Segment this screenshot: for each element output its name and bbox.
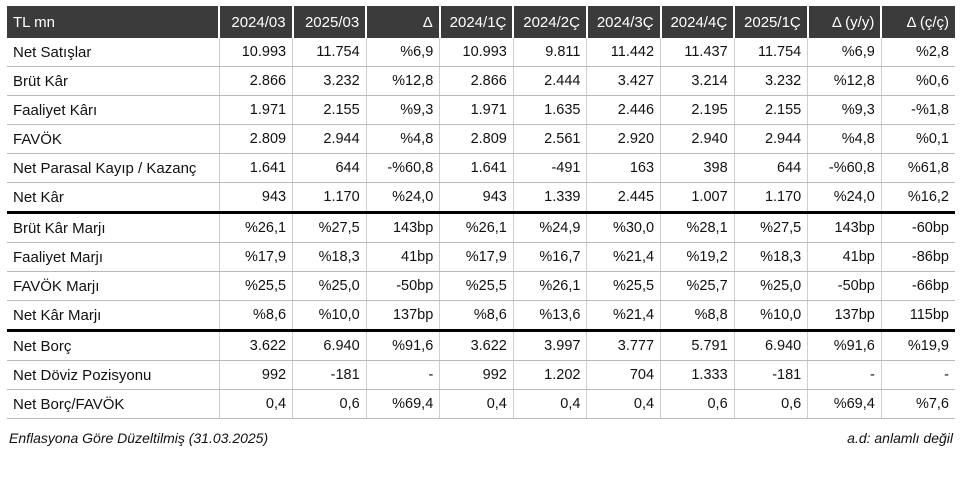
table-cell: 11.754 [293, 38, 367, 67]
table-cell: 2.940 [661, 125, 735, 154]
table-cell: %8,8 [661, 301, 735, 331]
table-cell: %8,6 [440, 301, 514, 331]
table-cell: %8,6 [219, 301, 293, 331]
table-cell: 0,4 [513, 390, 587, 419]
table-cell: %19,2 [661, 243, 735, 272]
table-cell: %6,9 [366, 38, 440, 67]
row-label: Net Döviz Pozisyonu [7, 361, 219, 390]
table-cell: 2.944 [734, 125, 808, 154]
header-row [7, 6, 955, 38]
table-cell: 2.195 [661, 96, 735, 125]
row-label: Faaliyet Marjı [7, 243, 219, 272]
table-cell: -491 [513, 154, 587, 183]
table-cell: 10.993 [219, 38, 293, 67]
row-label: Net Borç/FAVÖK [7, 390, 219, 419]
row-label: Brüt Kâr [7, 67, 219, 96]
table-cell: 3.997 [513, 331, 587, 361]
table-cell: 2.446 [587, 96, 661, 125]
table-cell: %12,8 [808, 67, 882, 96]
table-cell: 11.754 [734, 38, 808, 67]
table-cell: 2.445 [587, 183, 661, 213]
table-cell: -%60,8 [808, 154, 882, 183]
table-cell: 5.791 [661, 331, 735, 361]
table-cell: 41bp [808, 243, 882, 272]
financial-summary-table [7, 6, 955, 419]
table-cell: %61,8 [881, 154, 955, 183]
table-row [7, 272, 955, 301]
header-cell-delta: Δ [366, 6, 440, 38]
table-cell: %0,6 [881, 67, 955, 96]
header-cell-unit: TL mn [7, 6, 219, 38]
row-label: Faaliyet Kârı [7, 96, 219, 125]
table-cell: 644 [734, 154, 808, 183]
table-cell: 6.940 [734, 331, 808, 361]
row-label: Brüt Kâr Marjı [7, 213, 219, 243]
table-cell: %91,6 [808, 331, 882, 361]
table-cell: -66bp [881, 272, 955, 301]
table-cell: %28,1 [661, 213, 735, 243]
table-header [7, 6, 955, 38]
table-cell: -%60,8 [366, 154, 440, 183]
table-cell: %4,8 [366, 125, 440, 154]
table-cell: 143bp [366, 213, 440, 243]
table-cell: %25,5 [440, 272, 514, 301]
table-cell: 3.777 [587, 331, 661, 361]
table-row [7, 301, 955, 331]
table-row [7, 390, 955, 419]
table-cell: 1.339 [513, 183, 587, 213]
table-row [7, 213, 955, 243]
header-cell-delta-qoq: Δ (ç/ç) [881, 6, 955, 38]
table-row [7, 96, 955, 125]
table-cell: %21,4 [587, 243, 661, 272]
table-cell: 9.811 [513, 38, 587, 67]
table-cell: 0,4 [587, 390, 661, 419]
table-cell: %12,8 [366, 67, 440, 96]
table-cell: 0,6 [293, 390, 367, 419]
header-cell-2024-2q: 2024/2Ç [513, 6, 587, 38]
table-cell: 992 [440, 361, 514, 390]
row-label: FAVÖK Marjı [7, 272, 219, 301]
table-cell: 41bp [366, 243, 440, 272]
table-cell: %9,3 [366, 96, 440, 125]
table-cell: %24,9 [513, 213, 587, 243]
table-cell: %0,1 [881, 125, 955, 154]
table-cell: %69,4 [366, 390, 440, 419]
table-cell: -50bp [366, 272, 440, 301]
row-label: Net Satışlar [7, 38, 219, 67]
table-cell: 115bp [881, 301, 955, 331]
table-cell: %16,7 [513, 243, 587, 272]
table-cell: 6.940 [293, 331, 367, 361]
table-cell: 0,6 [661, 390, 735, 419]
financial-table-container [7, 6, 955, 419]
table-row [7, 243, 955, 272]
table-cell: 163 [587, 154, 661, 183]
row-label: Net Kâr [7, 183, 219, 213]
table-cell: %26,1 [513, 272, 587, 301]
table-cell: %30,0 [587, 213, 661, 243]
footnote-abbreviation: a.d: anlamlı değil [847, 430, 953, 446]
table-cell: 137bp [808, 301, 882, 331]
table-cell: 943 [440, 183, 514, 213]
table-cell: 10.993 [440, 38, 514, 67]
table-cell: 2.561 [513, 125, 587, 154]
table-cell: 3.214 [661, 67, 735, 96]
table-cell: 3.232 [734, 67, 808, 96]
table-cell: 143bp [808, 213, 882, 243]
table-cell: 992 [219, 361, 293, 390]
table-cell: %17,9 [440, 243, 514, 272]
table-cell: 2.809 [219, 125, 293, 154]
row-label: FAVÖK [7, 125, 219, 154]
header-cell-2025-03: 2025/03 [293, 6, 367, 38]
table-cell: 1.971 [219, 96, 293, 125]
table-row [7, 125, 955, 154]
table-cell: %25,0 [734, 272, 808, 301]
table-cell: 1.641 [440, 154, 514, 183]
table-cell: -181 [734, 361, 808, 390]
table-cell: %13,6 [513, 301, 587, 331]
row-label: Net Parasal Kayıp / Kazanç [7, 154, 219, 183]
table-cell: - [808, 361, 882, 390]
table-cell: -60bp [881, 213, 955, 243]
table-cell: %6,9 [808, 38, 882, 67]
table-cell: 1.170 [734, 183, 808, 213]
table-cell: 398 [661, 154, 735, 183]
table-cell: 1.170 [293, 183, 367, 213]
table-cell: - [366, 361, 440, 390]
table-cell: 943 [219, 183, 293, 213]
table-cell: %16,2 [881, 183, 955, 213]
table-cell: %27,5 [734, 213, 808, 243]
table-cell: %7,6 [881, 390, 955, 419]
table-cell: 1.635 [513, 96, 587, 125]
header-cell-delta-yoy: Δ (y/y) [808, 6, 882, 38]
table-cell: 644 [293, 154, 367, 183]
table-cell: - [881, 361, 955, 390]
table-cell: 0,4 [440, 390, 514, 419]
table-cell: 0,6 [734, 390, 808, 419]
table-cell: %25,0 [293, 272, 367, 301]
table-row [7, 331, 955, 361]
table-cell: 2.920 [587, 125, 661, 154]
header-cell-2024-03: 2024/03 [219, 6, 293, 38]
header-cell-2024-1q: 2024/1Ç [440, 6, 514, 38]
table-cell: 3.622 [440, 331, 514, 361]
table-cell: %25,5 [587, 272, 661, 301]
table-cell: %2,8 [881, 38, 955, 67]
table-cell: 2.866 [219, 67, 293, 96]
table-row [7, 183, 955, 213]
table-cell: %19,9 [881, 331, 955, 361]
table-cell: %17,9 [219, 243, 293, 272]
table-cell: %10,0 [293, 301, 367, 331]
table-cell: 137bp [366, 301, 440, 331]
table-cell: -%1,8 [881, 96, 955, 125]
table-cell: %26,1 [219, 213, 293, 243]
table-cell: 2.444 [513, 67, 587, 96]
table-cell: %9,3 [808, 96, 882, 125]
table-cell: %4,8 [808, 125, 882, 154]
table-cell: %18,3 [734, 243, 808, 272]
table-cell: 1.641 [219, 154, 293, 183]
table-cell: 1.007 [661, 183, 735, 213]
table-cell: -86bp [881, 243, 955, 272]
table-cell: %24,0 [366, 183, 440, 213]
table-cell: -181 [293, 361, 367, 390]
table-cell: 2.155 [293, 96, 367, 125]
table-cell: %25,7 [661, 272, 735, 301]
table-cell: %26,1 [440, 213, 514, 243]
table-cell: -50bp [808, 272, 882, 301]
table-cell: 2.809 [440, 125, 514, 154]
table-cell: %21,4 [587, 301, 661, 331]
table-cell: %18,3 [293, 243, 367, 272]
table-cell: %24,0 [808, 183, 882, 213]
table-cell: 1.202 [513, 361, 587, 390]
table-cell: 0,4 [219, 390, 293, 419]
table-row [7, 38, 955, 67]
table-cell: 11.442 [587, 38, 661, 67]
table-cell: 3.622 [219, 331, 293, 361]
table-cell: 1.333 [661, 361, 735, 390]
header-cell-2024-4q: 2024/4Ç [661, 6, 735, 38]
footnote-inflation-adjusted: Enflasyona Göre Düzeltilmiş (31.03.2025) [9, 430, 269, 446]
table-cell: 704 [587, 361, 661, 390]
table-body [7, 38, 955, 419]
row-label: Net Kâr Marjı [7, 301, 219, 331]
table-cell: 1.971 [440, 96, 514, 125]
table-row [7, 67, 955, 96]
table-cell: %69,4 [808, 390, 882, 419]
row-label: Net Borç [7, 331, 219, 361]
table-cell: %25,5 [219, 272, 293, 301]
table-cell: 3.427 [587, 67, 661, 96]
table-cell: 2.866 [440, 67, 514, 96]
table-cell: 3.232 [293, 67, 367, 96]
table-row [7, 154, 955, 183]
table-row [7, 361, 955, 390]
table-cell: %91,6 [366, 331, 440, 361]
table-cell: %27,5 [293, 213, 367, 243]
header-cell-2025-1q: 2025/1Ç [734, 6, 808, 38]
table-cell: 2.155 [734, 96, 808, 125]
table-cell: 2.944 [293, 125, 367, 154]
header-cell-2024-3q: 2024/3Ç [587, 6, 661, 38]
table-cell: 11.437 [661, 38, 735, 67]
table-cell: %10,0 [734, 301, 808, 331]
